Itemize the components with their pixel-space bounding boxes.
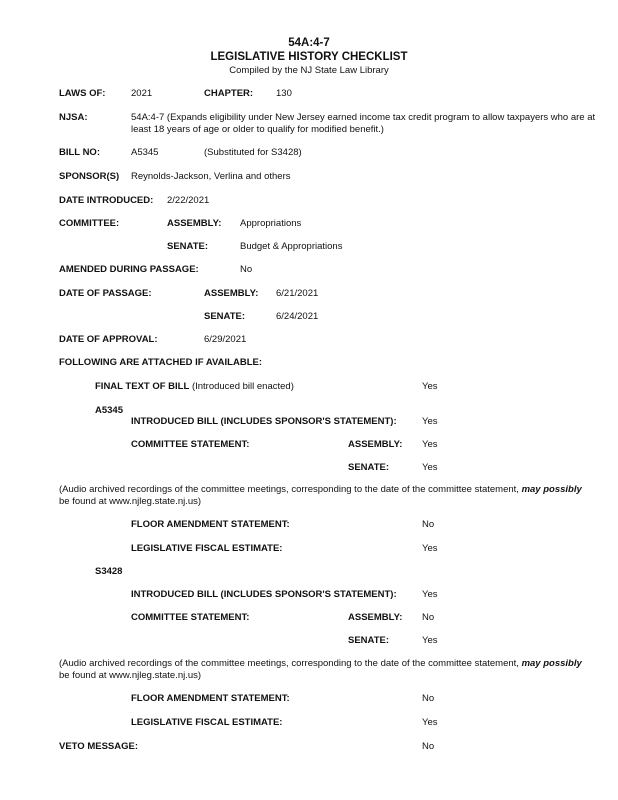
sponsor-value: Reynolds-Jackson, Verlina and others xyxy=(131,171,291,182)
a5345-senate-value: Yes xyxy=(422,462,438,473)
document-subtitle: Compiled by the NJ State Law Library xyxy=(229,65,389,76)
date-of-approval-value: 6/29/2021 xyxy=(204,334,247,345)
committee-label: COMMITTEE: xyxy=(59,218,120,229)
a5345-committee-label: COMMITTEE STATEMENT: xyxy=(131,439,250,450)
final-text-note: (Introduced bill enacted) xyxy=(191,381,294,392)
date-of-approval-label: DATE OF APPROVAL: xyxy=(59,334,158,345)
a5345-fiscal-value: Yes xyxy=(422,543,438,554)
audio-note-1: (Audio archived recordings of the committee meetings, corresponding to the date of the committee statement, may possibly be found at www.njleg.state.nj.us) xyxy=(59,484,582,507)
s3428-fiscal-value: Yes xyxy=(422,717,438,728)
laws-of-label: LAWS OF: xyxy=(59,88,106,99)
njsa-value: 54A:4-7 (Expands eligibility under New Jersey earned income tax credit program to allow taxpayers who are at least 18 years of age or older to qualify for modified benefit.) xyxy=(131,112,596,135)
citation-heading: 54A:4-7 xyxy=(288,37,330,49)
s3428-introduced-value: Yes xyxy=(422,589,438,600)
s3428-floor-value: No xyxy=(422,693,435,704)
final-text-row xyxy=(95,381,294,393)
s3428-senate-label: SENATE: xyxy=(348,635,389,646)
chapter-value: 130 xyxy=(276,88,292,99)
a5345-heading: A5345 xyxy=(95,405,123,416)
s3428-committee-label: COMMITTEE STATEMENT: xyxy=(131,612,250,623)
s3428-fiscal-label: LEGISLATIVE FISCAL ESTIMATE: xyxy=(131,717,283,728)
a5345-assembly-value: Yes xyxy=(422,439,438,450)
attached-heading: FOLLOWING ARE ATTACHED IF AVAILABLE: xyxy=(59,357,262,368)
bill-no-note: (Substituted for S3428) xyxy=(204,147,302,158)
njsa-label: NJSA: xyxy=(59,112,88,123)
date-introduced-label: DATE INTRODUCED: xyxy=(59,195,154,206)
a5345-fiscal-label: LEGISLATIVE FISCAL ESTIMATE: xyxy=(131,543,283,554)
s3428-assembly-value: No xyxy=(422,612,435,623)
passage-senate-value: 6/24/2021 xyxy=(276,311,319,322)
passage-senate-label: SENATE: xyxy=(204,311,245,322)
s3428-heading: S3428 xyxy=(95,566,123,577)
s3428-introduced-label: INTRODUCED BILL (INCLUDES SPONSOR'S STATEMENT): xyxy=(131,589,397,600)
a5345-senate-label: SENATE: xyxy=(348,462,389,473)
amended-value: No xyxy=(240,264,253,275)
final-text-label: FINAL TEXT OF BILL xyxy=(95,381,190,392)
laws-of-value: 2021 xyxy=(131,88,153,99)
audio-note-2: (Audio archived recordings of the committee meetings, corresponding to the date of the committee statement, may possibly be found at www.njleg.state.nj.us) xyxy=(59,658,582,681)
chapter-label: CHAPTER: xyxy=(204,88,254,99)
amended-label: AMENDED DURING PASSAGE: xyxy=(59,264,199,275)
bill-no-value: A5345 xyxy=(131,147,159,158)
a5345-introduced-value: Yes xyxy=(422,416,438,427)
a5345-introduced-label: INTRODUCED BILL (INCLUDES SPONSOR'S STATEMENT): xyxy=(131,416,397,427)
date-introduced-value: 2/22/2021 xyxy=(167,195,210,206)
s3428-senate-value: Yes xyxy=(422,635,438,646)
document-title: LEGISLATIVE HISTORY CHECKLIST xyxy=(210,51,408,63)
passage-assembly-label: ASSEMBLY: xyxy=(204,288,259,299)
s3428-assembly-label: ASSEMBLY: xyxy=(348,612,403,623)
passage-assembly-value: 6/21/2021 xyxy=(276,288,319,299)
veto-value: No xyxy=(422,741,435,752)
committee-senate-label: SENATE: xyxy=(167,241,208,252)
s3428-floor-label: FLOOR AMENDMENT STATEMENT: xyxy=(131,693,290,704)
veto-label: VETO MESSAGE: xyxy=(59,741,139,752)
committee-senate-value: Budget & Appropriations xyxy=(240,241,343,252)
committee-assembly-label: ASSEMBLY: xyxy=(167,218,222,229)
a5345-floor-value: No xyxy=(422,519,435,530)
committee-assembly-value: Appropriations xyxy=(240,218,302,229)
date-of-passage-label: DATE OF PASSAGE: xyxy=(59,288,152,299)
a5345-floor-label: FLOOR AMENDMENT STATEMENT: xyxy=(131,519,290,530)
a5345-assembly-label: ASSEMBLY: xyxy=(348,439,403,450)
final-text-value: Yes xyxy=(422,381,438,392)
bill-no-label: BILL NO: xyxy=(59,147,100,158)
sponsor-label: SPONSOR(S) xyxy=(59,171,120,182)
